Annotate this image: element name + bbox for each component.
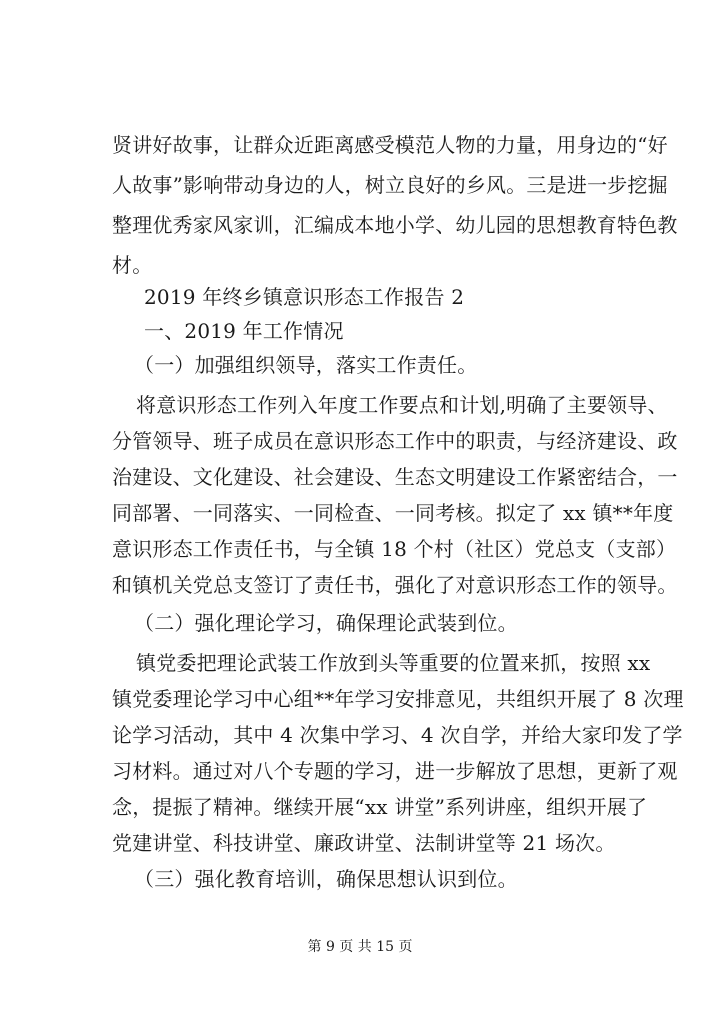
subsection-heading: （一）加强组织领导，落实工作责任。 (134, 353, 478, 377)
text-line: 整理优秀家风家训，汇编成本地小学、幼儿园的思想教育特色教 (112, 213, 678, 237)
subsection-heading: （三）强化教育培训，确保思想认识到位。 (134, 867, 518, 891)
text-line: 治建设、文化建设、社会建设、生态文明建设工作紧密结合，一 (112, 465, 678, 489)
text-line: 同部署、一同落实、一同检查、一同考核。拟定了 xx 镇**年度 (112, 501, 674, 525)
text-line: 习材料。通过对八个专题的学习，进一步解放了思想，更新了观 (112, 759, 678, 783)
text-line: 镇党委理论学习中心组**年学习安排意见，共组织开展了 8 次理 (112, 687, 684, 711)
page-footer: 第 9 页 共 15 页 (307, 939, 413, 955)
text-line: 材。 (112, 253, 153, 277)
text-line: 镇党委把理论武装工作放到头等重要的位置来抓，按照 xx (136, 651, 651, 675)
text-line: 分管领导、班子成员在意识形态工作中的职责，与经济建设、政 (112, 429, 678, 453)
text-line: 人故事”影响带动身边的人，树立良好的乡风。三是进一步挖掘 (112, 173, 668, 197)
section-heading: 一、2019 年工作情况 (144, 319, 344, 343)
section-title: 2019 年终乡镇意识形态工作报告 2 (144, 285, 465, 309)
text-line: 贤讲好故事，让群众近距离感受模范人物的力量，用身边的“好 (112, 133, 668, 157)
text-line: 意识形态工作责任书，与全镇 18 个村（社区）党总支（支部） (112, 537, 677, 561)
subsection-heading: （二）强化理论学习，确保理论武装到位。 (134, 611, 518, 635)
text-line: 和镇机关党总支签订了责任书，强化了对意识形态工作的领导。 (112, 573, 678, 597)
text-line: 党建讲堂、科技讲堂、廉政讲堂、法制讲堂等 21 场次。 (112, 831, 616, 855)
text-line: 将意识形态工作列入年度工作要点和计划,明确了主要领导、 (136, 393, 668, 417)
text-line: 念，提振了精神。继续开展“xx 讲堂”系列讲座，组织开展了 (112, 795, 648, 819)
text-line: 论学习活动，其中 4 次集中学习、4 次自学，并给大家印发了学 (112, 723, 683, 747)
